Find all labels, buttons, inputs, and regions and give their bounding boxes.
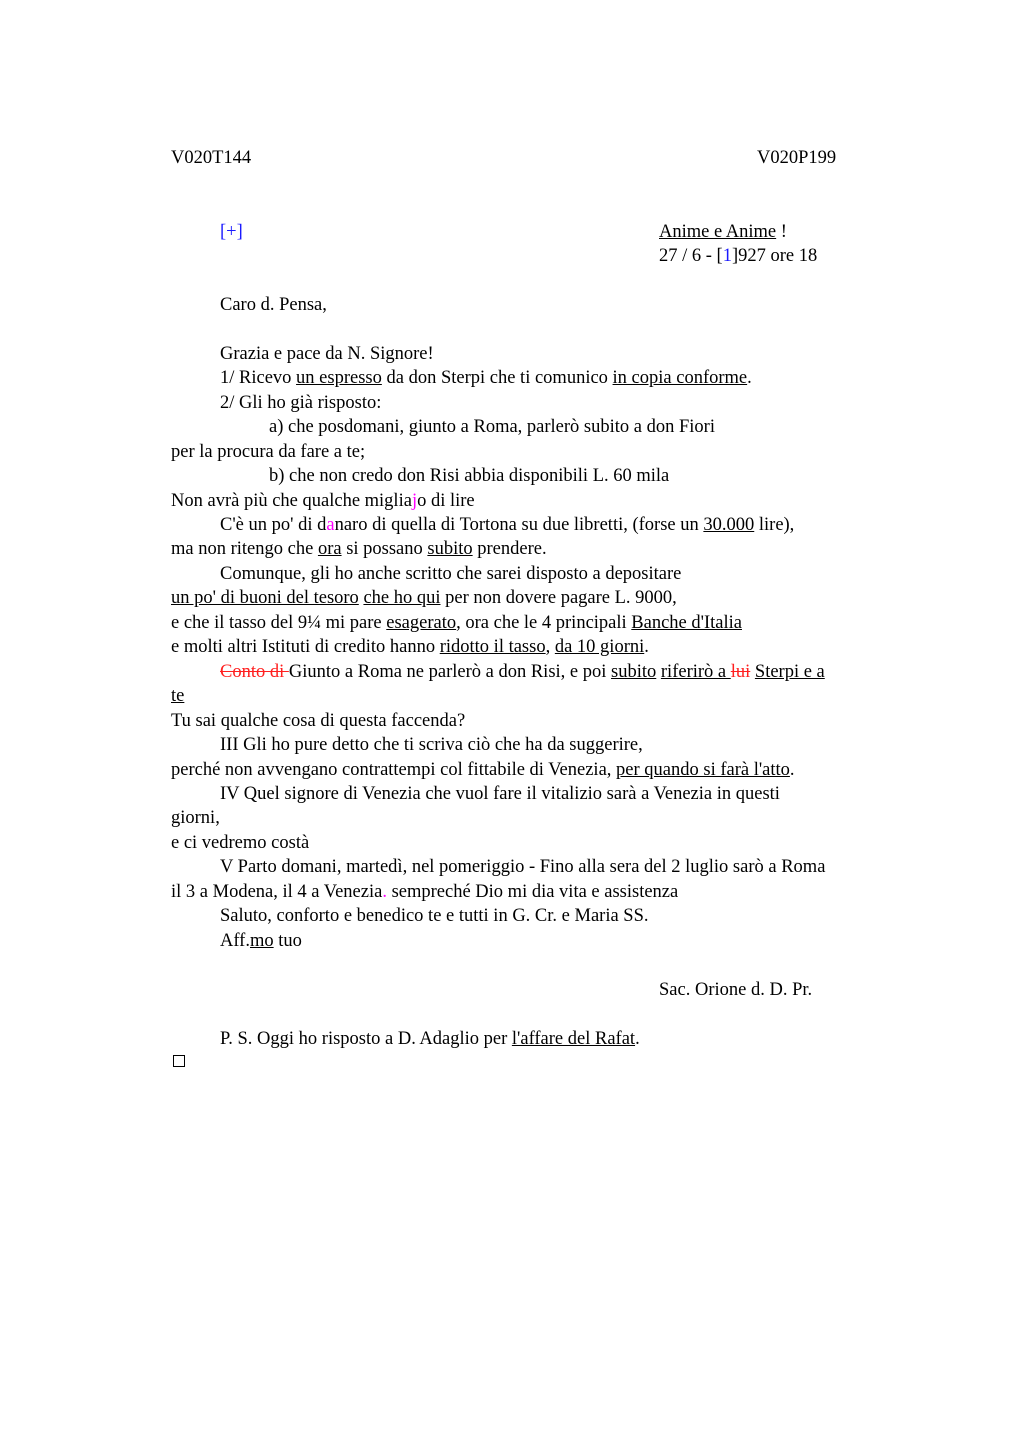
dateline: 27 / 6 - [1]927 ore 18 xyxy=(659,246,818,266)
item-b-continuation: Non avrà più che qualche migliajo di lire xyxy=(171,491,475,511)
motto: Anime e Anime ! xyxy=(659,222,787,242)
paragraph-denaro-continuation: ma non ritengo che ora si possano subito prendere. xyxy=(171,539,547,559)
paragraph-comunque-line-2: un po' di buoni del tesoro che ho qui per non dovere pagare L. 9000, xyxy=(171,588,677,608)
paragraph-2: 2/ Gli ho già risposto: xyxy=(220,393,382,413)
paragraph-5: V Parto domani, martedì, nel pomeriggio - Fino alla sera del 2 luglio sarò a Roma xyxy=(220,857,826,877)
item-b: b) che non credo don Risi abbia disponibili L. 60 mila xyxy=(269,466,670,486)
paragraph-comunque-line-3: e che il tasso del 9¼ mi pare esagerato, ora che le 4 principali Banche d'Italia xyxy=(171,613,742,633)
paragraph-giunto: Conto di Giunto a Roma ne parlerò a don Risi, e poi subito riferirò a lui Sterpi e a xyxy=(220,662,825,682)
end-square-icon xyxy=(173,1055,185,1067)
greeting: Grazia e pace da N. Signore! xyxy=(220,344,434,364)
postscript: P. S. Oggi ho risposto a D. Adaglio per l'affare del Rafat. xyxy=(220,1029,640,1049)
question-line: Tu sai qualche cosa di questa faccenda? xyxy=(171,711,466,731)
paragraph-3-continuation: perché non avvengano contrattempi col fittabile di Venezia, per quando si farà l'atto. xyxy=(171,760,795,780)
paragraph-4-line-3: e ci vedremo costà xyxy=(171,833,310,853)
affectionate-closing: Aff.mo tuo xyxy=(220,931,302,951)
paragraph-giunto-continuation: te xyxy=(171,686,185,706)
paragraph-5-continuation: il 3 a Modena, il 4 a Venezia. sempreché Dio mi dia vita e assistenza xyxy=(171,882,679,902)
paragraph-denaro: C'è un po' di danaro di quella di Tortona su due libretti, (forse un 30.000 lire), xyxy=(220,515,795,535)
paragraph-4: IV Quel signore di Venezia che vuol fare il vitalizio sarà a Venezia in questi xyxy=(220,784,780,804)
header-left-code: V020T144 xyxy=(171,148,252,168)
deleted-text: Conto di xyxy=(220,662,289,682)
item-a: a) che posdomani, giunto a Roma, parlerò subito a don Fiori xyxy=(269,417,715,437)
paragraph-4-line-2: giorni, xyxy=(171,808,220,828)
paragraph-3: III Gli ho pure detto che ti scriva ciò che ha da suggerire, xyxy=(220,735,643,755)
signature: Sac. Orione d. D. Pr. xyxy=(659,980,813,1000)
salutation: Caro d. Pensa, xyxy=(220,295,327,315)
paragraph-1: 1/ Ricevo un espresso da don Sterpi che ti comunico in copia conforme. xyxy=(220,368,752,388)
item-a-continuation: per la procura da fare a te; xyxy=(171,442,366,462)
paragraph-comunque: Comunque, gli ho anche scritto che sarei disposto a depositare xyxy=(220,564,682,584)
closing-blessing: Saluto, conforto e benedico te e tutti in G. Cr. e Maria SS. xyxy=(220,906,649,926)
editorial-marker: [+] xyxy=(220,222,243,242)
header-right-code: V020P199 xyxy=(757,148,837,168)
deleted-text: lui xyxy=(730,662,751,682)
paragraph-comunque-line-4: e molti altri Istituti di credito hanno ridotto il tasso, da 10 giorni. xyxy=(171,637,649,657)
